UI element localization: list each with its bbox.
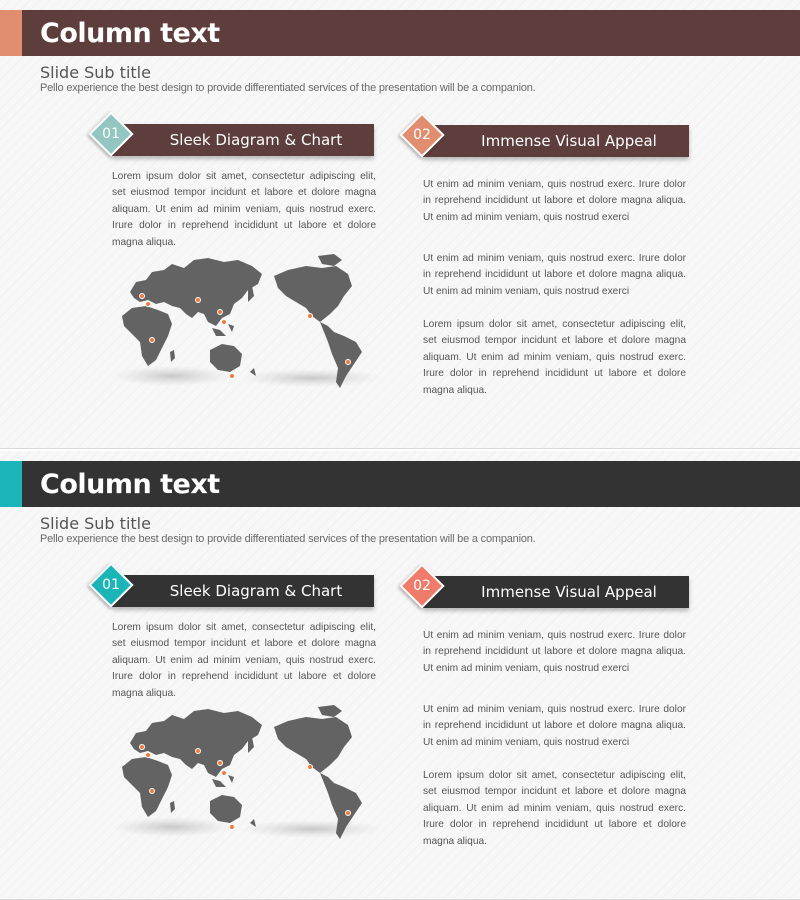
slide-title: Column text <box>40 469 220 500</box>
world-map <box>112 703 380 843</box>
title-bar <box>0 461 800 507</box>
column-2-heading-bar <box>423 125 689 157</box>
column-2-text-3: Lorem ipsum dolor sit amet, consectetur adipiscing elit, set eiusmod tempor incidunt et labore et dolore magna aliquam. Ut enim ad minim veniam, quis nostrud exerc. Irure dolor in reprehend incididunt ut labore et dolore magna aliqua. <box>423 770 686 847</box>
column-1-text: Lorem ipsum dolor sit amet, consectetur adipiscing elit, set eiusmod tempor incidunt et labore et dolore magna aliquam. Ut enim ad minim veniam, quis nostrud exerc. Irure dolor in reprehend incididunt ut labore et dolore magna aliqua. <box>112 622 376 699</box>
column-1-number: 01 <box>102 126 120 142</box>
title-accent <box>0 10 22 56</box>
column-2-text-1: Ut enim ad minim veniam, quis nostrud exerc. Irure dolor in reprehend incididunt ut labore et dolore magna aliqua. Ut enim ad minim veniam, quis nostrud exerci <box>423 179 686 223</box>
column-2-text-1: Ut enim ad minim veniam, quis nostrud exerc. Irure dolor in reprehend incididunt ut labore et dolore magna aliqua. Ut enim ad minim veniam, quis nostrud exerci <box>423 630 686 674</box>
column-2-text-2: Ut enim ad minim veniam, quis nostrud exerc. Irure dolor in reprehend incididunt ut labore et dolore magna aliqua. Ut enim ad minim veniam, quis nostrud exerci <box>423 704 686 748</box>
title-accent <box>0 461 22 507</box>
slide-1 <box>0 0 800 449</box>
column-1-heading-bar <box>112 575 374 607</box>
column-2-heading: Immense Visual Appeal <box>481 132 657 150</box>
column-1-heading: Sleek Diagram & Chart <box>169 582 343 600</box>
column-2-number: 02 <box>413 578 431 594</box>
column-1-text: Lorem ipsum dolor sit amet, consectetur adipiscing elit, set eiusmod tempor incidunt et labore et dolore magna aliquam. Ut enim ad minim veniam, quis nostrud exerc. Irure dolor in reprehend incididunt ut labore et dolore magna aliqua. <box>112 171 376 248</box>
slide-description: Pello experience the best design to provide differentiated services of the presentation will be a companion. <box>40 533 536 545</box>
column-1-number: 01 <box>102 577 120 593</box>
column-2-heading-bar <box>423 576 689 608</box>
column-2-text-3: Lorem ipsum dolor sit amet, consectetur adipiscing elit, set eiusmod tempor incidunt et labore et dolore magna aliquam. Ut enim ad minim veniam, quis nostrud exerc. Irure dolor in reprehend incididunt ut labore et dolore magna aliqua. <box>423 319 686 396</box>
column-1-heading: Sleek Diagram & Chart <box>169 131 343 149</box>
column-2-number: 02 <box>413 127 431 143</box>
slide-description: Pello experience the best design to provide differentiated services of the presentation will be a companion. <box>40 82 536 94</box>
slide-title: Column text <box>40 18 220 49</box>
slide-subtitle: Slide Sub title <box>40 63 151 82</box>
column-2-heading: Immense Visual Appeal <box>481 583 657 601</box>
slide-2 <box>0 451 800 900</box>
slide-subtitle: Slide Sub title <box>40 514 151 533</box>
column-1-heading-bar <box>112 124 374 156</box>
title-bar <box>0 10 800 56</box>
column-2-text-2: Ut enim ad minim veniam, quis nostrud exerc. Irure dolor in reprehend incididunt ut labore et dolore magna aliqua. Ut enim ad minim veniam, quis nostrud exerci <box>423 253 686 297</box>
world-map <box>112 252 380 392</box>
